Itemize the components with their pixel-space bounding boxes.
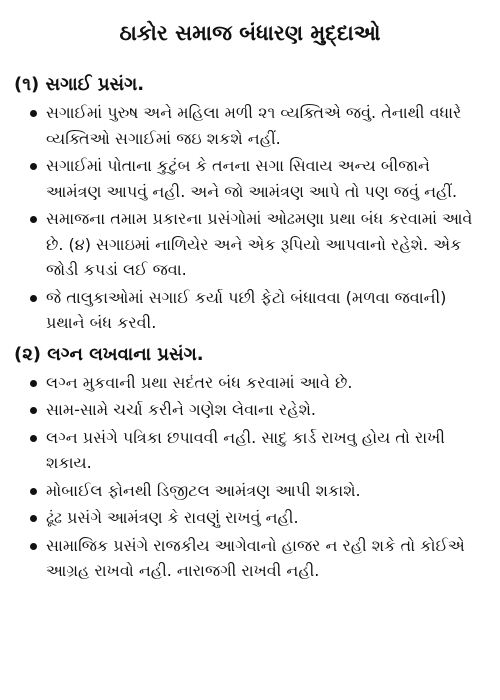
bullet-icon — [30, 488, 37, 495]
list-item-text: લગ્ન પ્રસંગે પત્રિકા છપાવવી નહી. સાદુ કાર્ડ રાખવુ હોય તો રાખી શકાય. — [46, 427, 445, 472]
list-item-text: સગાઈમાં પુરુષ અને મહિલા મળી ૨૧ વ્યક્તિએ જવું. તેનાથી વધારે વ્યક્તિઓ સગાઈમાં જઇ શકશે નહીં. — [46, 103, 462, 148]
list-item-text: સામાજિક પ્રસંગે રાજકીય આગેવાનો હાજર ન રહી શકે તો કોઈએ આગ્રહ રાખવો નહી. નારાજગી રાખવી નહી. — [46, 535, 465, 580]
list-item — [14, 370, 486, 396]
bullet-icon — [30, 110, 37, 117]
bullet-icon — [30, 295, 37, 302]
list-item-text: મોબાઈલ ફોનથી ડિજીટલ આમંત્રણ આપી શકાશે. — [46, 480, 361, 500]
list-item — [14, 425, 486, 476]
engagement-points-list — [14, 100, 486, 336]
list-item-text: સામ-સામે ચર્ચા કરીને ગણેશ લેવાના રહેશે. — [46, 400, 317, 419]
list-item-text: લગ્ન મુકવાની પ્રથા સદંતર બંધ કરવામાં આવે છે. — [46, 372, 353, 392]
bullet-icon — [30, 435, 37, 442]
bullet-icon — [30, 543, 37, 550]
marriage-points-list — [14, 370, 486, 584]
document-title: ઠાકોર સમાજ બંધારણ મુદ્દાઓ — [119, 21, 381, 45]
section-heading-engagement: (૧) સગાઈ પ્રસંગ. — [14, 74, 145, 95]
list-item — [14, 397, 486, 423]
list-item — [14, 533, 486, 584]
bullet-icon — [30, 407, 37, 414]
list-item-text: સમાજના તમામ પ્રકારના પ્રસંગોમાં ઓઢમણા પ્રથા બંધ કરવામાં આવે છે. (૪) સગાઇમાં નાળિયેર અને એક રૂપિયો આપવાનો રહેશે. એક જોડી કપડાં લઈ જવા. — [46, 209, 473, 279]
list-item-text: ઢૂંઢ પ્રસંગે આમંત્રણ કે રાવણું રાખવું નહી. — [46, 508, 299, 527]
bullet-icon — [30, 216, 37, 223]
bullet-icon — [30, 163, 37, 170]
bullet-icon — [30, 515, 37, 522]
list-item — [14, 285, 486, 336]
list-item — [14, 478, 486, 504]
list-item — [14, 100, 486, 151]
section-heading-marriage-writing: (૨) લગ્ન લખવાના પ્રસંગ. — [14, 343, 204, 365]
list-item — [14, 206, 486, 283]
list-item-text: જે તાલુકાઓમાં સગાઈ કર્યા પછી ફેટો બંધાવવા (મળવા જવાની) પ્રથાને બંધ કરવી. — [46, 287, 447, 332]
bullet-icon — [30, 380, 37, 387]
list-item — [14, 153, 486, 204]
list-item — [14, 505, 486, 531]
list-item-text: સગાઈમાં પોતાના કુટુંબ કે તનના સગા સિવાય અન્ય બીજાને આમંત્રણ આપવું નહી. અને જો આમંત્રણ આપે તો પણ જવું નહીં. — [46, 156, 458, 201]
